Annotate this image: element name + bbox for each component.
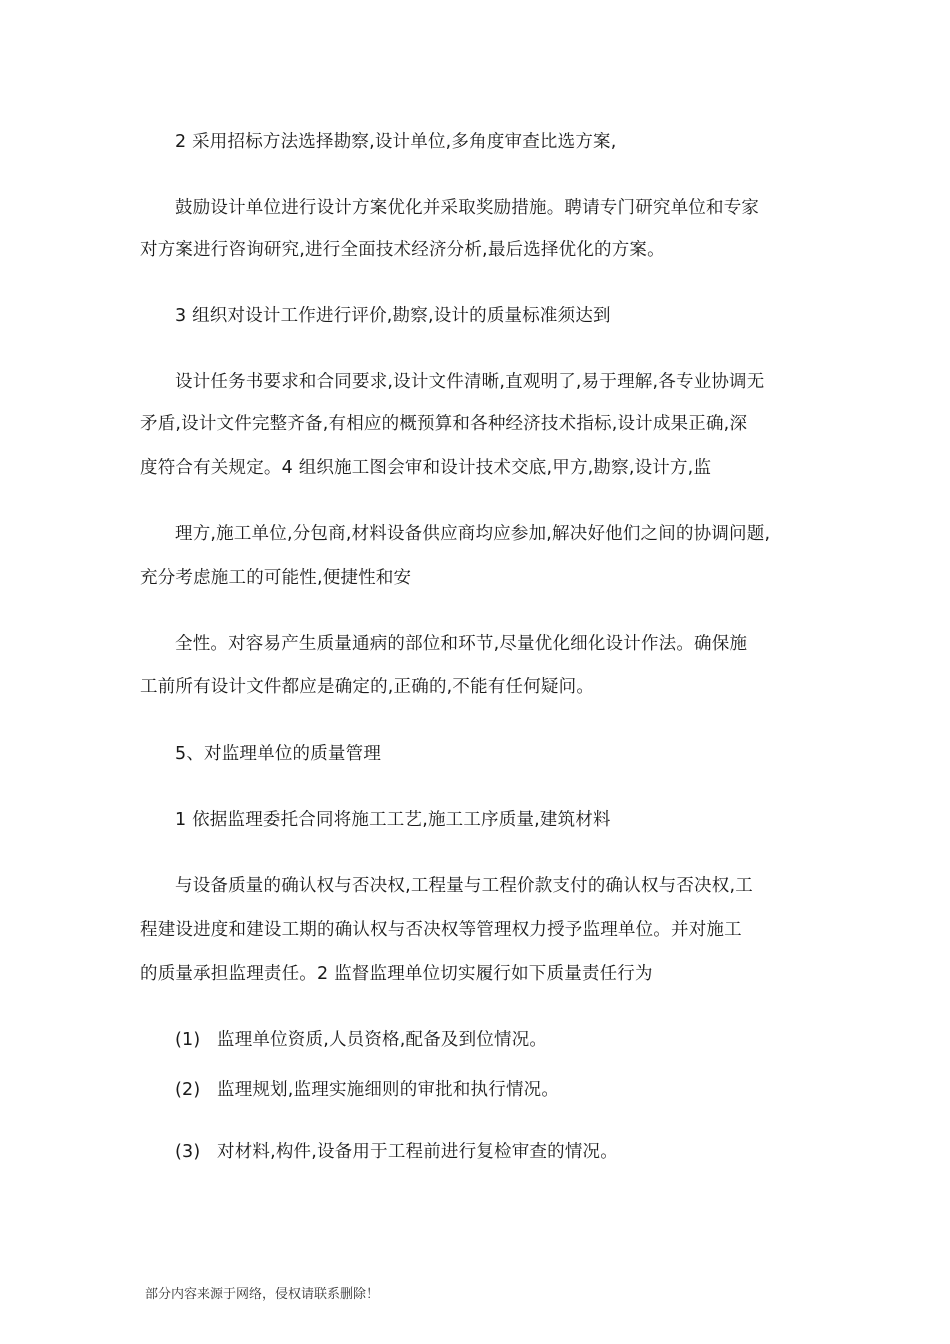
paragraph-line: 程建设进度和建设工期的确认权与否决权等管理权力授予监理单位。并对施工 (140, 920, 742, 940)
section-heading: 5、对监理单位的质量管理 (175, 744, 382, 764)
list-item-marker: (1) (175, 1030, 201, 1050)
paragraph-line: 的质量承担监理责任。2 监督监理单位切实履行如下质量责任行为 (140, 964, 653, 984)
paragraph-line: 设计任务书要求和合同要求,设计文件清晰,直观明了,易于理解,各专业协调无 (175, 372, 765, 392)
paragraph-line: 矛盾,设计文件完整齐备,有相应的概预算和各种经济技术指标,设计成果正确,深 (140, 414, 748, 434)
list-item-marker: (3) (175, 1142, 201, 1162)
paragraph-line: 工前所有设计文件都应是确定的,正确的,不能有任何疑问。 (140, 677, 595, 697)
list-item: 监理规划,监理实施细则的审批和执行情况。 (217, 1080, 560, 1100)
list-item: 监理单位资质,人员资格,配备及到位情况。 (217, 1030, 548, 1050)
list-item-marker: (2) (175, 1080, 201, 1100)
paragraph-line: 对方案进行咨询研究,进行全面技术经济分析,最后选择优化的方案。 (140, 240, 665, 260)
list-item: 对材料,构件,设备用于工程前进行复检审查的情况。 (217, 1142, 618, 1162)
footer-note: 部分内容来源于网络，侵权请联系删除！ (145, 1287, 380, 1302)
paragraph-line: 鼓励设计单位进行设计方案优化并采取奖励措施。聘请专门研究单位和专家 (175, 198, 760, 218)
paragraph-line: 1 依据监理委托合同将施工工艺,施工工序质量,建筑材料 (175, 810, 611, 830)
paragraph-line: 全性。对容易产生质量通病的部位和环节,尽量优化细化设计作法。确保施 (175, 634, 748, 654)
paragraph-line: 2 采用招标方法选择勘察,设计单位,多角度审查比选方案, (175, 132, 617, 152)
paragraph-line: 3 组织对设计工作进行评价,勘察,设计的质量标准须达到 (175, 306, 611, 326)
paragraph-line: 充分考虑施工的可能性,便捷性和安 (140, 568, 412, 588)
paragraph-line: 理方,施工单位,分包商,材料设备供应商均应参加,解决好他们之间的协调问题, (175, 524, 771, 544)
paragraph-line: 度符合有关规定。4 组织施工图会审和设计技术交底,甲方,勘察,设计方,监 (140, 458, 712, 478)
paragraph-line: 与设备质量的确认权与否决权,工程量与工程价款支付的确认权与否决权,工 (175, 876, 753, 896)
